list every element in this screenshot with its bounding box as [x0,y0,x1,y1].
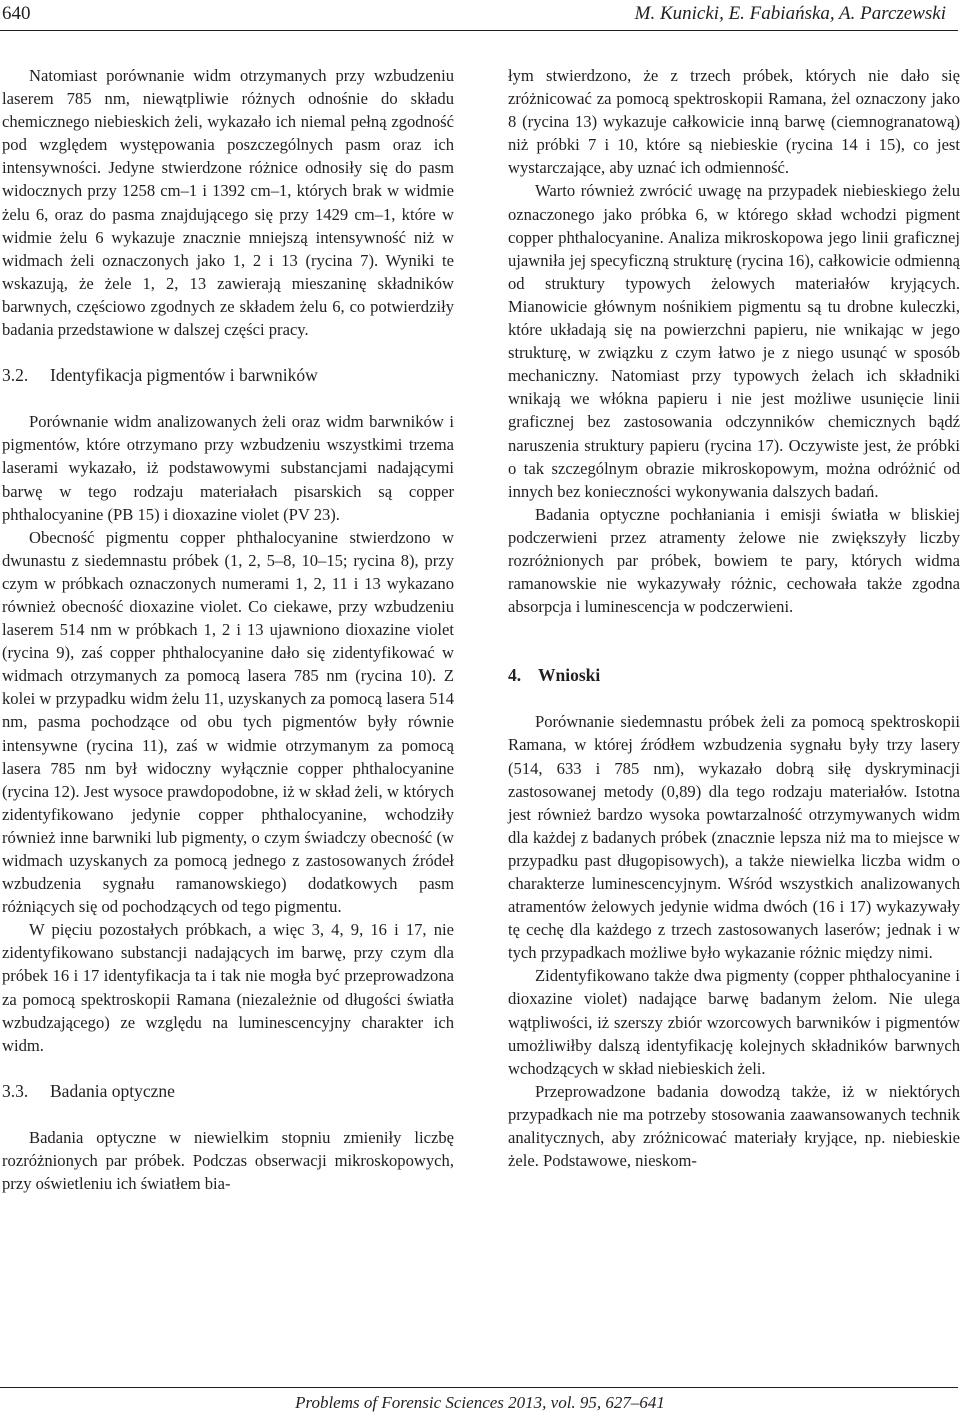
right-column [508,64,960,1172]
paragraph: W pięciu pozostałych próbkach, a więc 3, 4, 9, 16 i 17, nie zidentyfikowano substancji nadających im barwę, przy czym dla próbek 16 i 17 identyfikacja ta i tak nie mogła być przeprowadzona za pomocą spektroskopii Ramana (niezależnie od długości światła wzbudzającego) ze względu na luminescencyjny charakter ich widm. [2,920,454,1055]
journal-footer: Problems of Forensic Sciences 2013, vol. 95, 627–641 [295,1393,665,1412]
paragraph: Przeprowadzone badania dowodzą także, iż w niektórych przypadkach nie ma potrzeby stosowania zaawansowanych technik analitycznych, aby zróżnicować materiały kryjące, np. niebieskie żele. Podstawowe, nieskom- [508,1081,960,1171]
section-heading-4 [508,664,960,687]
page-number: 640 [2,3,31,24]
footer-divider [0,1387,958,1388]
section-number: 4. [508,665,522,686]
paragraph: Obecność pigmentu copper phthalocyanine stwierdzono w dwunastu z siedemnastu próbek (1, 2, 5–8, 10–15; rycina 8), przy czym w próbkach oznaczonych numerami 1, 2, 11 i 13 wykazano również obecność dioxazine violet. Co ciekawe, przy wzbudzeniu laserem 514 nm w próbkach 1, 2 i 13 ujawniono dioxazine violet (rycina 9), zaś copper phthalocyanine dało się zidentyfikować w widmach otrzymanych za pomocą lasera 785 nm (rycina 10). Z kolei w przypadku widm żelu 11, uzyskanych za pomocą lasera 514 nm, pasma pochodzące od obu tych pigmentów były równie intensywne (rycina 11), zaś w widmie otrzymanym za pomocą lasera 785 nm był widoczny wyłącznie copper phthalocyanine (rycina 12). Jest wysoce prawdopodobne, iż w skład żeli, w których zidentyfikowano jedynie copper phthalocyanine, wchodziły również inne barwniki lub pigmenty, o czym świadczy obecność (w widmach uzyskanych za pomocą jednego z zastosowanych źródeł wzbudzenia sygnału ramanowskiego) dodatkowych pasm różniących się od pochodzących od tego pigmentu. [2,527,454,917]
running-head-authors: M. Kunicki, E. Fabiańska, A. Parczewski [634,3,946,24]
paragraph: Porównanie siedemnastu próbek żeli za pomocą spektroskopii Ramana, w której źródłem wzbudzenia sygnału były trzy lasery (514, 633 i 785 nm), wykazało dobrą siłę dyskryminacji zastosowanej metody (0,89) dla tego rodzaju materiałów. Istotna jest również bardzo wysoka powtarzalność otrzymywanych widm dla każdej z badanych próbek (znacznie lepsza niż ma to miejsce w przypadku past długopisowych), a także niewielka liczba widm o charakterze luminescencyjnym. Wśród wszystkich analizowanych atramentów żelowych jedynie widma dwóch (16 i 17) wykazywały tę cechę dla każdego z trzech zastosowanych laserów; jednak i w tych przypadkach możliwe było wykazanie różnic między nimi. [508,712,960,963]
section-heading-3-2 [2,364,454,387]
header-divider [0,30,958,31]
section-title: Identyfikacja pigmentów i barwników [50,365,318,386]
paragraph: Warto również zwrócić uwagę na przypadek niebieskiego żelu oznaczonego jako próbka 6, w którego skład wchodzi pigment copper phthalocyanine. Analiza mikroskopowa jego linii graficznej ujawniła jej specyficzną strukturę (rycina 16), całkowicie odmienną od struktury typowych żelowych materiałów kryjących. Mianowicie głównym nośnikiem pigmentu są tu drobne kuleczki, które układają się na powierzchni papieru, nie wnikając w jego strukturę, w związku z czym łatwo je z niego usunąć w sposób mechaniczny. Natomiast przy typowych żelach ich składniki wnikają we włókna papieru i nie jest możliwe usunięcie linii graficznej bez zastosowania odczynników chemicznych bądź naruszenia struktury papieru (rycina 17). Oczywiste jest, że próbki o tak szczególnym obrazie mikroskopowym, można odróżnić od innych bez konieczności wykonywania dalszych badań. [508,181,960,501]
section-title: Badania optyczne [50,1080,175,1101]
paragraph: Zidentyfikowano także dwa pigmenty (copper phthalocyanine i dioxazine violet) nadające barwę badanym żelom. Nie ulega wątpliwości, iż szerszy zbiór wzorcowych barwników i pigmentów umożliwiłby dalszą identyfikację kolejnych składników barwnych wchodzących w skład niebieskich żeli. [508,966,960,1078]
paragraph: Badania optyczne w niewielkim stopniu zmieniły liczbę rozróżnionych par próbek. Podczas obserwacji mikroskopowych, przy oświetleniu ich światłem bia- [2,1127,454,1194]
paragraph: Porównanie widm analizowanych żeli oraz widm barwników i pigmentów, które otrzymano przy wzbudzeniu wszystkimi trzema laserami wykazało, iż podstawowymi substancjami nadającymi barwę w tego rodzaju materiałach pisarskich są copper phthalocyanine (PB 15) i dioxazine violet (PV 23). [2,412,454,524]
paragraph: Natomiast porównanie widm otrzymanych przy wzbudzeniu laserem 785 nm, niewątpliwie różnych odnośnie do składu chemicznego niebieskich żeli, wykazało ich niemal pełną zgodność pod względem występowania poszczególnych pasm oraz ich intensywności. Jedyne stwierdzone różnice odnosiły się do pasm widocznych przy 1258 cm–1 i 1392 cm–1, których brak w widmie żelu 6, oraz do pasma znajdującego się przy 1429 cm–1, które w widmie żelu 6 wykazuje znacznie mniejszą intensywność niż w widmach żeli oznaczonych jako 1, 2 i 13 (rycina 7). Wyniki te wskazują, że żele 1, 2, 13 zawierają mieszaninę składników barwnych, częściowo zgodnych ze składem żelu 6, co potwierdziły badania przedstawione w dalszej części pracy. [2,66,454,340]
paragraph: Badania optyczne pochłaniania i emisji światła w bliskiej podczerwieni przez atramenty żelowe nie zwiększyły liczby rozróżnionych par próbek, bowiem te pary, których widma ramanowskie nie wykazywały różnic, cechowała także zgodna absorpcja i luminescencja w podczerwieni. [508,504,960,617]
section-heading-3-3 [2,1080,454,1103]
paragraph: łym stwierdzono, że z trzech próbek, których nie dało się zróżnicować za pomocą spektroskopii Ramana, żel oznaczony jako 8 (rycina 13) wykazuje całkowicie inną barwę (ciemnogranatową) niż próbki 7 i 10, które są niebieskie (rycina 14 i 15), co jest wystarczające, aby uznać ich odmienność. [508,66,960,178]
section-number: 3.3. [2,1080,29,1101]
section-title: Wnioski [538,665,601,686]
section-number: 3.2. [2,365,29,386]
page-header [0,0,960,30]
left-column [2,64,454,1195]
